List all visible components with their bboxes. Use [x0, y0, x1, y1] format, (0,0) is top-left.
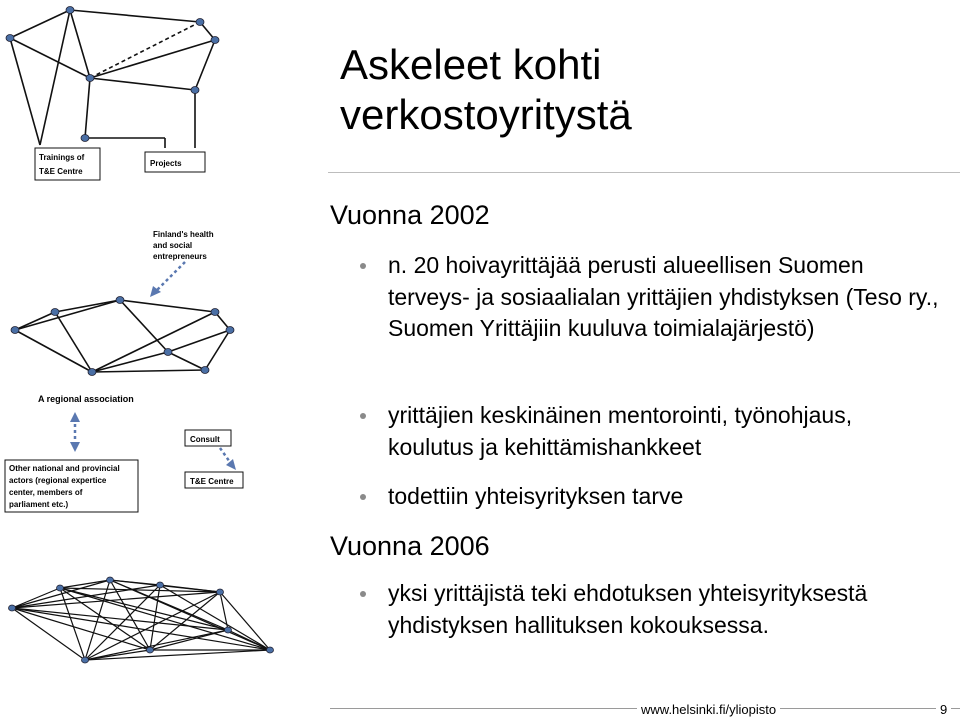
- svg-text:center, members of: center, members of: [9, 488, 83, 497]
- network-2006-bottom: [12, 580, 270, 660]
- svg-text:Projects: Projects: [150, 159, 182, 168]
- page-number: 9: [936, 702, 951, 717]
- svg-text:actors (regional expertice: actors (regional expertice: [9, 476, 107, 485]
- svg-text:T&E Centre: T&E Centre: [190, 477, 234, 486]
- svg-text:and social: and social: [153, 241, 193, 250]
- footer-url: www.helsinki.fi/yliopisto: [637, 702, 780, 717]
- svg-text:entrepreneurs: entrepreneurs: [153, 252, 207, 261]
- label-regional-association: A regional association: [38, 394, 134, 404]
- svg-text:Trainings of: Trainings of: [39, 153, 85, 162]
- label-finland-health: [153, 230, 214, 261]
- label-other-actors-box: [5, 460, 138, 512]
- network-diagram: [0, 0, 320, 721]
- title-line-1: Askeleet kohti: [340, 41, 602, 88]
- svg-text:Finland's health: Finland's health: [153, 230, 214, 239]
- label-projects-box: [145, 152, 205, 172]
- bullet-text: yrittäjien keskinäinen mentorointi, työnohjaus, koulutus ja kehittämishankkeet: [388, 402, 853, 460]
- bullet-text: yksi yrittäjistä teki ehdotuksen yhteisyrityksestä yhdistyksen hallituksen kokouksessa.: [388, 580, 868, 638]
- svg-text:Consult: Consult: [190, 435, 220, 444]
- bullet-dot-icon: [360, 591, 366, 597]
- bullet-dot-icon: [360, 413, 366, 419]
- network-2002-top: [10, 10, 215, 148]
- svg-text:Other national and provincial: Other national and provincial: [9, 464, 120, 473]
- bullet-dot-icon: [360, 494, 366, 500]
- slide-title: [340, 40, 632, 140]
- bullet-item: [360, 400, 940, 463]
- section-heading-2002: Vuonna 2002: [330, 200, 490, 230]
- label-trainings-box: [35, 148, 100, 180]
- svg-text:parliament etc.): parliament etc.): [9, 500, 69, 509]
- arrowhead-regional-down: [70, 442, 80, 452]
- bullet-item: [360, 481, 940, 513]
- dotted-arrow-finland: [155, 262, 185, 292]
- section-heading-2006: Vuonna 2006: [330, 531, 490, 561]
- bullet-dot-icon: [360, 263, 366, 269]
- title-line-2: verkostoyritystä: [340, 91, 632, 138]
- label-te-centre-box: [185, 472, 243, 488]
- bullet-text: n. 20 hoivayrittäjää perusti alueellisen Suomen terveys- ja sosiaalialan yrittäjien yhdistyksen (Teso ry., Suomen Yrittäjiin kuuluva toimialajärjestö): [388, 252, 939, 341]
- arrowhead-regional-up: [70, 412, 80, 422]
- bullet-item: [360, 250, 940, 345]
- bullet-text: todettiin yhteisyrityksen tarve: [388, 483, 684, 509]
- label-consult-box: [185, 430, 231, 446]
- network-2002-middle: [15, 300, 230, 372]
- title-divider: [328, 172, 960, 173]
- network-top-nodes: [6, 7, 219, 142]
- bullet-item: [360, 578, 920, 641]
- svg-text:T&E Centre: T&E Centre: [39, 167, 83, 176]
